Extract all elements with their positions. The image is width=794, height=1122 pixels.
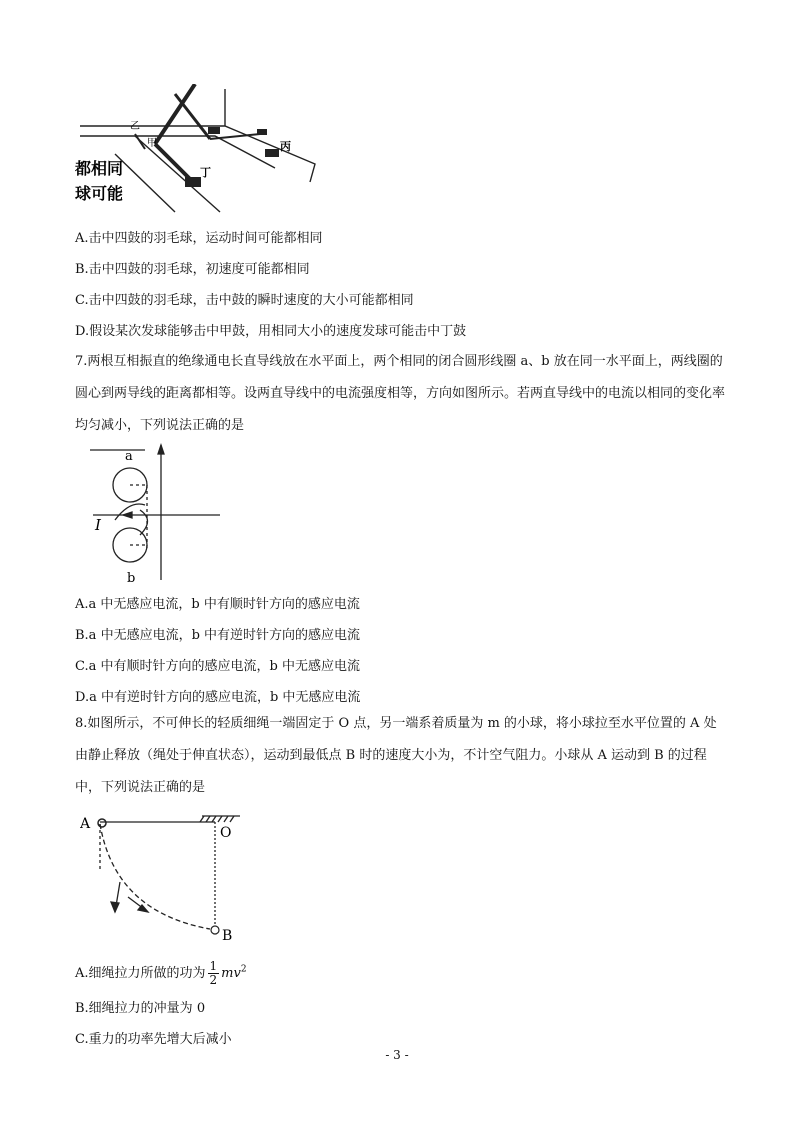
- crop-text-2: 球可能: [75, 186, 124, 203]
- coil-figure: [85, 440, 225, 585]
- q8-option-c: C.重力的功率先增大后减小: [75, 1032, 232, 1047]
- q8-option-a-exp: 2: [240, 964, 247, 975]
- label-ding: 丁: [200, 166, 211, 179]
- label-bing: 丙: [280, 140, 291, 153]
- q8-option-a-prefix: A.细绳拉力所做的功为: [75, 966, 206, 981]
- label-o-point: O: [220, 825, 232, 841]
- q7-option-c: C.a 中有顺时针方向的感应电流，b 中无感应电流: [75, 659, 360, 674]
- q8-option-a: [75, 960, 247, 987]
- q6-option-a: A.击中四鼓的羽毛球，运动时间可能都相同: [75, 231, 323, 246]
- label-a-point: A: [80, 816, 91, 832]
- label-yi: 乙: [130, 121, 140, 132]
- pendulum-figure: [80, 812, 245, 942]
- q6-option-b: B.击中四鼓的羽毛球，初速度可能都相同: [75, 262, 310, 277]
- q7-option-b: B.a 中无感应电流，b 中有逆时针方向的感应电流: [75, 628, 361, 643]
- label-b-point: B: [222, 928, 233, 942]
- q7-option-a: A.a 中无感应电流，b 中有顺时针方向的感应电流: [75, 597, 360, 612]
- q6-option-d: D.假设某次发球能够击中甲鼓，用相同大小的速度发球可能击中丁鼓: [75, 324, 467, 339]
- label-a: a: [125, 449, 133, 464]
- half-fraction: $\frac{1}{2}$: [209, 959, 218, 987]
- q7-option-d: D.a 中有逆时针方向的感应电流，b 中无感应电流: [75, 690, 361, 705]
- q6-option-c: C.击中四鼓的羽毛球，击中鼓的瞬时速度的大小可能都相同: [75, 293, 414, 308]
- q8-stem: 8.如图所示，不可伸长的轻质细绳一端固定于 O 点，另一端系着质量为 m 的小球，将小球拉至水平位置的 A 处由静止释放（绳处于伸直状态），运动到最低点 B 时的速度大小为，不计空气阻力。小球从 A 运动到 B 的过程中，下列说法正确的是: [75, 716, 717, 795]
- crop-text-1: 都相同: [75, 161, 124, 178]
- label-b: b: [127, 571, 136, 585]
- drum-figure: [75, 84, 325, 214]
- label-jia: 甲: [147, 138, 157, 149]
- q7-stem: 7.两根互相振直的绝缘通电长直导线放在水平面上，两个相同的闭合圆形线圈 a、b 放在同一水平面上，两线圈的圆心到两导线的距离都相等。设两直导线中的电流强度相等，方向如图所示。若两直导线中的电流以相同的变化率均匀减小，下列说法正确的是: [75, 354, 726, 433]
- q8-option-a-var: mv: [221, 966, 241, 981]
- q8-option-b: B.细绳拉力的冲量为 0: [75, 1001, 206, 1016]
- label-i: I: [95, 516, 101, 534]
- page-number: - 3 -: [385, 1048, 409, 1062]
